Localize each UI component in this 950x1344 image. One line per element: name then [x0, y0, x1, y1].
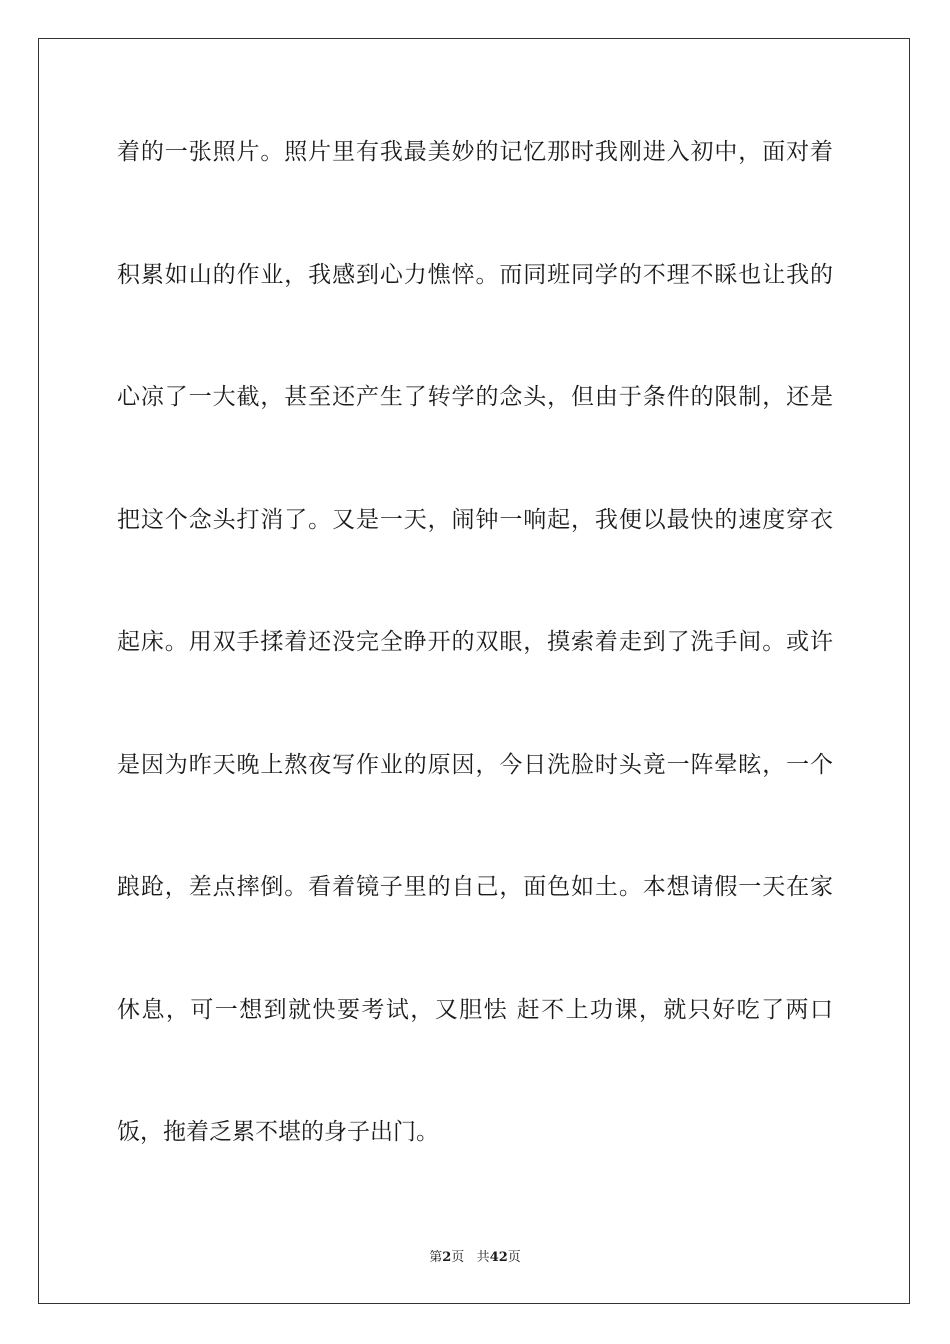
- total-pages-number: 42: [489, 1250, 508, 1265]
- current-page-number: 2: [442, 1250, 452, 1265]
- text-line: 着的一张照片。照片里有我最美妙的记忆那时我刚进入初中，面对着: [117, 139, 833, 165]
- footer-page-suffix: 页: [451, 1250, 465, 1265]
- text-line: 饭，拖着乏累不堪的身子出门。: [117, 1119, 439, 1145]
- text-line: 是因为昨天晚上熬夜写作业的原因，今日洗脸时头竟一阵晕眩，一个: [117, 751, 833, 778]
- text-line: 积累如山的作业，我感到心力憔悴。而同班同学的不理不睬也让我的: [117, 261, 833, 288]
- text-line: 休息，可一想到就快要考试，又胆怯 赶不上功课，就只好吃了两口: [117, 996, 833, 1023]
- page-footer: [0, 1246, 950, 1265]
- footer-total-prefix: 共: [476, 1250, 490, 1265]
- text-line: 把这个念头打消了。又是一天，闹钟一响起，我便以最快的速度穿衣: [117, 506, 833, 533]
- text-line: 踉跄，差点摔倒。看着镜子里的自己，面色如土。本想请假一天在家: [117, 874, 833, 900]
- footer-prefix: 第: [429, 1250, 443, 1265]
- footer-total-suffix: 页: [507, 1250, 521, 1265]
- document-body: [117, 128, 833, 1231]
- text-line: 心凉了一大截，甚至还产生了转学的念头，但由于条件的限制，还是: [117, 384, 833, 410]
- text-line: 起床。用双手揉着还没完全睁开的双眼，摸索着走到了洗手间。或许: [117, 629, 833, 655]
